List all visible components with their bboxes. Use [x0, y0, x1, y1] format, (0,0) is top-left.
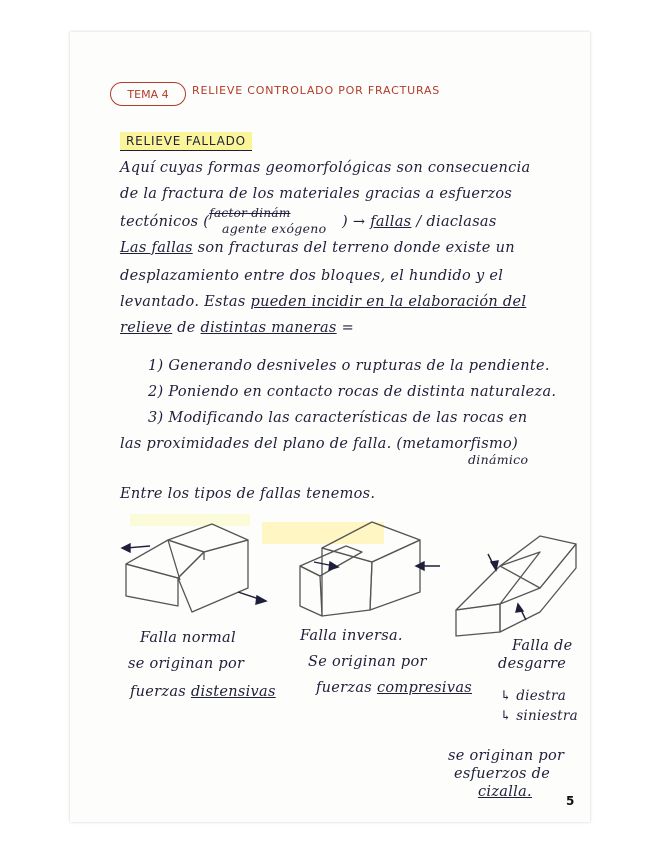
- fault-reverse-origin: Se originan por: [308, 654, 427, 670]
- page-title: RELIEVE CONTROLADO POR FRACTURAS: [192, 84, 441, 97]
- text: tectónicos (: [120, 214, 210, 230]
- term: relieve: [120, 320, 173, 336]
- page-number: 5: [566, 794, 575, 808]
- fault-strike-slip-dextral: ↳ diestra: [500, 688, 567, 704]
- list-item: 1) Generando desniveles o rupturas de la pendiente.: [148, 358, 550, 374]
- arrow-text: ) →: [342, 214, 371, 230]
- fault-strike-slip-origin-2: esfuerzos de: [454, 766, 551, 782]
- underlined-text: compresivas: [376, 680, 473, 696]
- paragraph-line-2: de la fractura de los materiales gracias a esfuerzos: [120, 186, 513, 202]
- text: =: [336, 320, 355, 336]
- fault-strike-slip-name: Falla de: [512, 638, 573, 654]
- reverse-fault-sketch: [300, 522, 420, 616]
- underlined-text: distintas maneras: [200, 320, 337, 336]
- fallas-term: fallas: [370, 214, 412, 230]
- struck-text: factor dinám: [209, 206, 291, 220]
- fault-normal-force: [130, 684, 276, 700]
- fault-strike-slip-name-2: desgarre: [498, 656, 567, 672]
- strike-slip-fault-sketch: [456, 536, 576, 636]
- term: Las fallas: [120, 240, 193, 256]
- paragraph-line-1: Aquí cuyas formas geomorfológicas son consecuencia: [120, 160, 531, 176]
- underlined-text: pueden incidir en la elaboración del: [250, 294, 527, 310]
- text: fuerzas: [130, 684, 191, 700]
- fault-normal-origin: se originan por: [128, 656, 245, 672]
- text: / diaclasas: [411, 214, 497, 230]
- fault-strike-slip-sinistral: ↳ siniestra: [500, 708, 579, 724]
- text: son fracturas del terreno donde existe un: [192, 240, 515, 256]
- paragraph-line-5: desplazamiento entre dos bloques, el hundido y el: [120, 268, 504, 284]
- fault-normal-name: Falla normal: [140, 630, 236, 646]
- paragraph-line-3-sub: agente exógeno: [222, 221, 327, 236]
- tema-label: TEMA 4: [110, 82, 186, 106]
- list-item-continued: dinámico: [468, 452, 529, 467]
- fault-intro: Entre los tipos de fallas tenemos.: [120, 486, 376, 502]
- list-item-continued: las proximidades del plano de falla. (metamorfismo): [120, 436, 519, 452]
- normal-fault-sketch: [126, 524, 248, 612]
- fault-reverse-name: Falla inversa.: [300, 628, 403, 644]
- fault-reverse-force: [316, 680, 472, 696]
- text: levantado. Estas: [120, 294, 251, 310]
- section-title: RELIEVE FALLADO: [120, 132, 252, 151]
- text: de: [172, 320, 201, 336]
- fault-strike-slip-origin-3: cizalla.: [478, 784, 532, 800]
- fault-strike-slip-origin: se originan por: [448, 748, 565, 764]
- underlined-text: distensivas: [190, 684, 276, 700]
- text: fuerzas: [316, 680, 377, 696]
- list-item: 2) Poniendo en contacto rocas de distinta naturaleza.: [148, 384, 557, 400]
- list-item: 3) Modificando las características de las rocas en: [148, 410, 528, 426]
